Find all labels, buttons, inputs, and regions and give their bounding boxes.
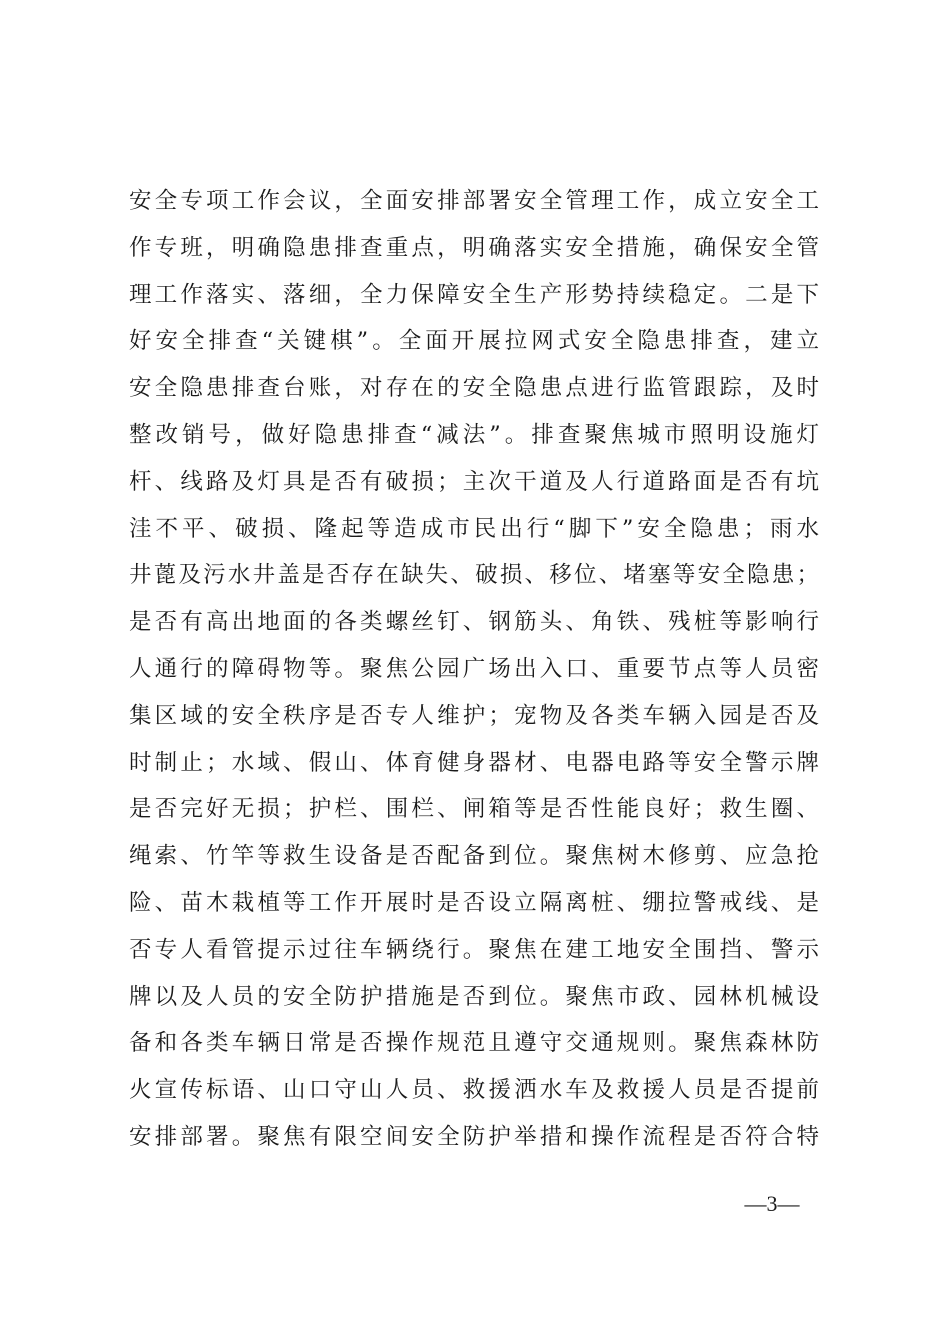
text-line-16: 险、苗木栽植等工作开展时是否设立隔离桩、绷拉警戒线、是 <box>129 889 819 916</box>
text-line-21: 安排部署。聚焦有限空间安全防护举措和操作流程是否符合特 <box>129 1123 819 1150</box>
text-line-14: 是否完好无损；护栏、围栏、闸箱等是否性能良好；救生圈、 <box>129 796 819 823</box>
text-line-5: 安全隐患排查台账，对存在的安全隐患点进行监管跟踪，及时 <box>129 375 819 402</box>
text-line-11: 人通行的障碍物等。聚焦公园广场出入口、重要节点等人员密 <box>129 655 819 682</box>
page-number: —3— <box>744 1191 800 1216</box>
text-line-17: 否专人看管提示过往车辆绕行。聚焦在建工地安全围挡、警示 <box>129 936 819 963</box>
text-line-15: 绳索、竹竿等救生设备是否配备到位。聚焦树木修剪、应急抢 <box>129 843 819 870</box>
text-line-4: 好安全排查“关键棋”。全面开展拉网式安全隐患排查，建立 <box>129 328 819 355</box>
body-paragraph <box>129 178 819 1161</box>
text-line-12: 集区域的安全秩序是否专人维护；宠物及各类车辆入园是否及 <box>129 702 819 729</box>
text-line-2: 作专班，明确隐患排查重点，明确落实安全措施，确保安全管 <box>129 234 819 261</box>
text-line-9: 井蓖及污水井盖是否存在缺失、破损、移位、堵塞等安全隐患； <box>129 562 819 589</box>
text-line-8: 洼不平、破损、隆起等造成市民出行“脚下”安全隐患；雨水 <box>129 515 819 542</box>
text-line-3: 理工作落实、落细，全力保障安全生产形势持续稳定。二是下 <box>129 281 819 308</box>
text-line-19: 备和各类车辆日常是否操作规范且遵守交通规则。聚焦森林防 <box>129 1030 819 1057</box>
text-line-1: 安全专项工作会议，全面安排部署安全管理工作，成立安全工 <box>129 188 819 214</box>
text-line-13: 时制止；水域、假山、体育健身器材、电器电路等安全警示牌 <box>129 749 819 776</box>
text-line-6: 整改销号，做好隐患排查“减法”。排查聚焦城市照明设施灯 <box>129 421 819 448</box>
text-line-18: 牌以及人员的安全防护措施是否到位。聚焦市政、园林机械设 <box>129 983 819 1010</box>
text-line-20: 火宣传标语、山口守山人员、救援洒水车及救援人员是否提前 <box>129 1077 819 1104</box>
text-line-7: 杆、线路及灯具是否有破损；主次干道及人行道路面是否有坑 <box>129 468 819 495</box>
text-line-10: 是否有高出地面的各类螺丝钉、钢筋头、角铁、残桩等影响行 <box>129 609 819 636</box>
